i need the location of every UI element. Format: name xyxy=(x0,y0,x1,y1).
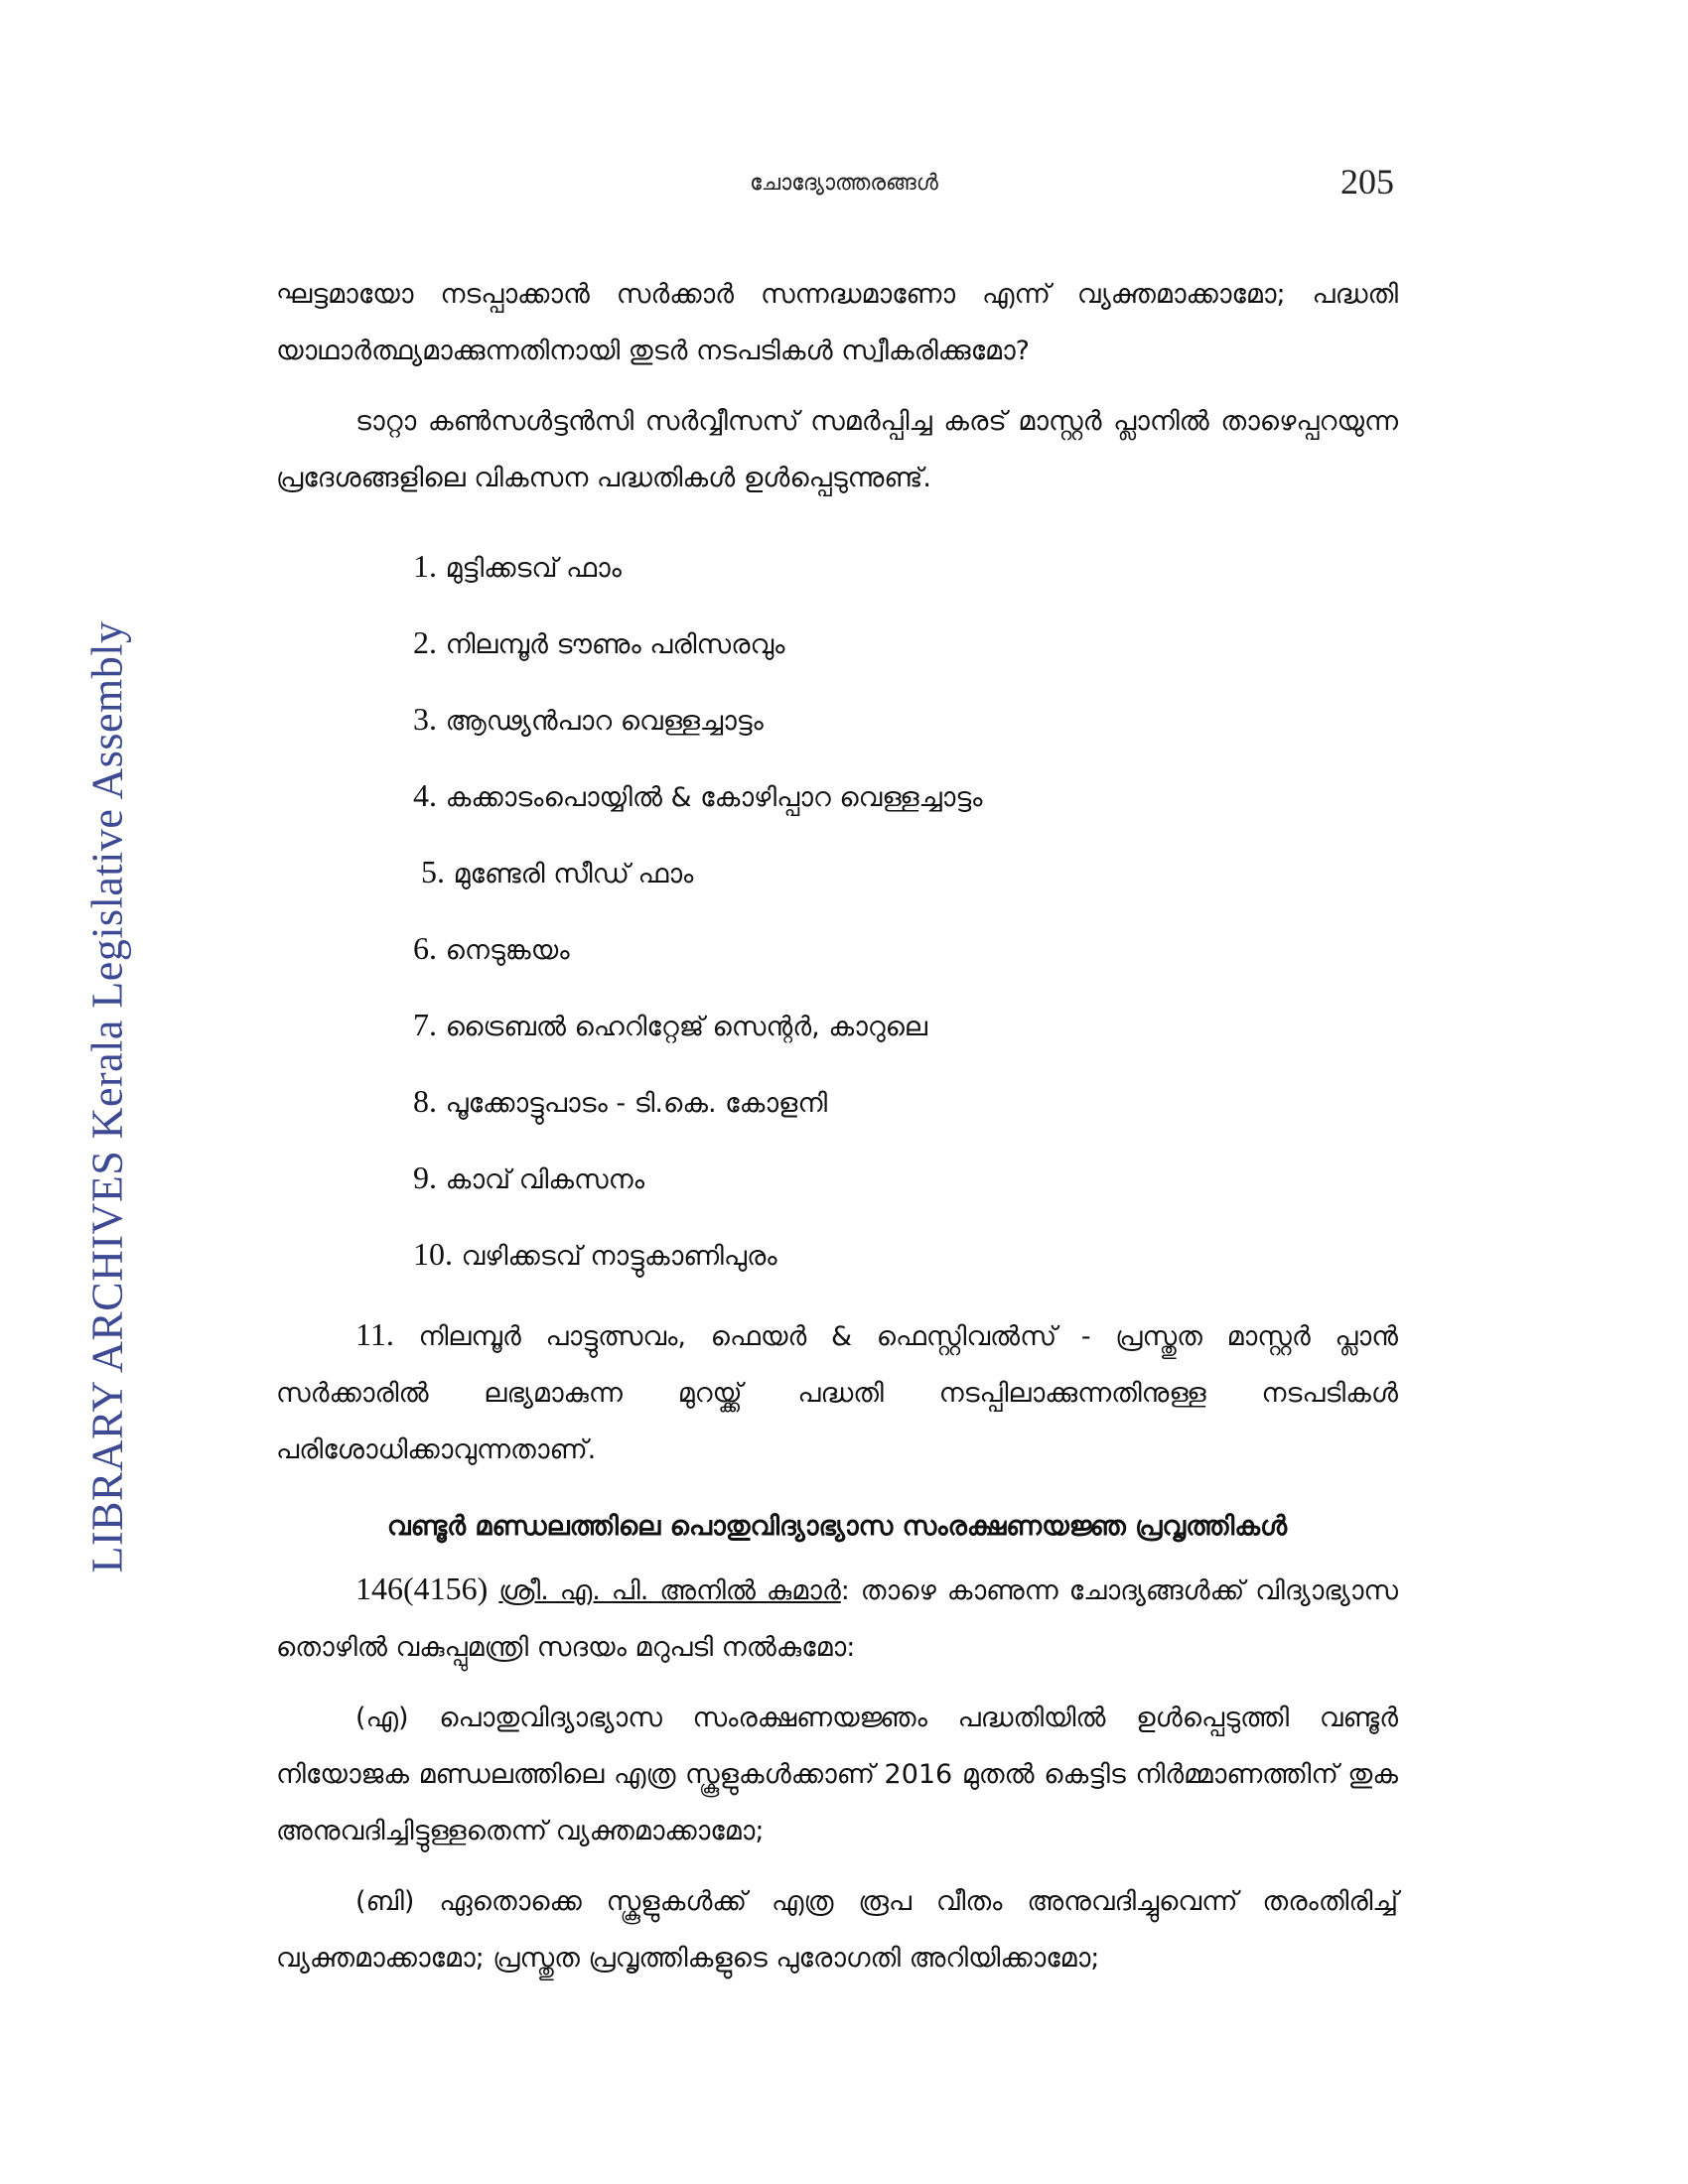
page-number: 205 xyxy=(1340,162,1394,202)
question-intro: 146(4156) ശ്രീ. എ. പി. അനിൽ കുമാർ: താഴെ കാണുന്ന ചോദ്യങ്ങൾക്ക് വിദ്യാഭ്യാസ തൊഴിൽ വകുപ്പുമന്ത്രി സദയം മറുപടി നൽകുമോ: xyxy=(276,1570,1398,1663)
archive-watermark: LIBRARY ARCHIVES Kerala Legislative Assembly xyxy=(82,620,132,1573)
list-item: 1. മുട്ടിക്കടവ് ഫാം xyxy=(413,548,622,584)
paragraph-continuation: ഘട്ടമായോ നടപ്പാക്കാൻ സർക്കാർ സന്നദ്ധമാണോ എന്ന് വ്യക്തമാക്കാമോ; പദ്ധതി യാഥാർത്ഥ്യമാക്കുന്നതിനായി തുടർ നടപടികൾ സ്വീകരിക്കുമോ? xyxy=(276,279,1398,366)
list-item: 6. നെടുങ്കയം xyxy=(413,930,570,966)
question-b: (ബി) ഏതൊക്കെ സ്കൂളുകൾക്ക് എത്ര രൂപ വീതം അനുവദിച്ചുവെന്ന് തരംതിരിച്ച് വ്യക്തമാക്കാമോ; പ്രസ്തുത പ്രവൃത്തികളുടെ പുരോഗതി അറിയിക്കാമോ; xyxy=(276,1886,1399,1974)
list-item: 7. ട്രൈബൽ ഹെറിറ്റേജ് സെന്റർ, കാറുലെ xyxy=(413,1007,927,1042)
list-item: 8. പൂക്കോട്ടുപാടം - ടി.കെ. കോളനി xyxy=(413,1083,828,1119)
list-item: 4. കക്കാടംപൊയ്യിൽ & കോഴിപ്പാറ വെള്ളച്ചാട്ടം xyxy=(413,777,983,813)
running-head-title: ചോദ്യോത്തരങ്ങൾ xyxy=(750,171,938,196)
question-number: 146(4156) xyxy=(355,1570,489,1606)
section-heading: വണ്ടൂർ മണ്ഡലത്തിലെ പൊതുവിദ്യാഭ്യാസ സംരക്ഷണയജ്ഞ പ്രവൃത്തികൾ xyxy=(386,1511,1288,1542)
list-item: 5. മുണ്ടേരി സീഡ് ഫാം xyxy=(421,854,694,889)
list-item: 3. ആഢ്യൻപാറ വെള്ളച്ചാട്ടം xyxy=(413,701,764,737)
list-item: 9. കാവ് വികസനം xyxy=(413,1160,645,1195)
project-list xyxy=(276,528,1398,1293)
list-item: 10. വഴിക്കടവ് നാട്ടുകാണിപുരം xyxy=(413,1236,777,1272)
paragraph-master-plan: ടാറ്റാ കൺസൾട്ടൻസി സർവ്വീസസ് സമർപ്പിച്ച കരട് മാസ്റ്റർ പ്ലാനിൽ താഴെപ്പറയുന്ന പ്രദേശങ്ങളിലെ വികസന പദ്ധതികൾ ഉൾപ്പെടുന്നുണ്ട്. xyxy=(276,406,1398,493)
list-item: 2. നിലമ്പൂർ ടൗണും പരിസരവും xyxy=(413,624,785,660)
list-item-11: 11. നിലമ്പൂർ പാട്ടുത്സവം, ഫെയർ & ഫെസ്റ്റിവൽസ് - പ്രസ്തുത മാസ്റ്റർ പ്ലാൻ സർക്കാരിൽ ലഭ്യമാകുന്ന മുറയ്ക്ക് പദ്ധതി നടപ്പിലാക്കുന്നതിനുള്ള നടപടികൾ പരിശോധിക്കാവുന്നതാണ്. xyxy=(276,1316,1398,1465)
member-name: ശ്രീ. എ. പി. അനിൽ കുമാർ xyxy=(498,1575,841,1606)
question-a: (എ) പൊതുവിദ്യാഭ്യാസ സംരക്ഷണയജ്ഞം പദ്ധതിയിൽ ഉൾപ്പെടുത്തി വണ്ടൂർ നിയോജക മണ്ഡലത്തിലെ എത്ര സ്കൂളുകൾക്കാണ് 2016 മുതൽ കെട്ടിട നിർമ്മാണത്തിന് തുക അനുവദിച്ചിട്ടുള്ളതെന്ന് വ്യക്തമാക്കാമോ; xyxy=(276,1703,1398,1846)
page-body xyxy=(276,266,1398,1986)
